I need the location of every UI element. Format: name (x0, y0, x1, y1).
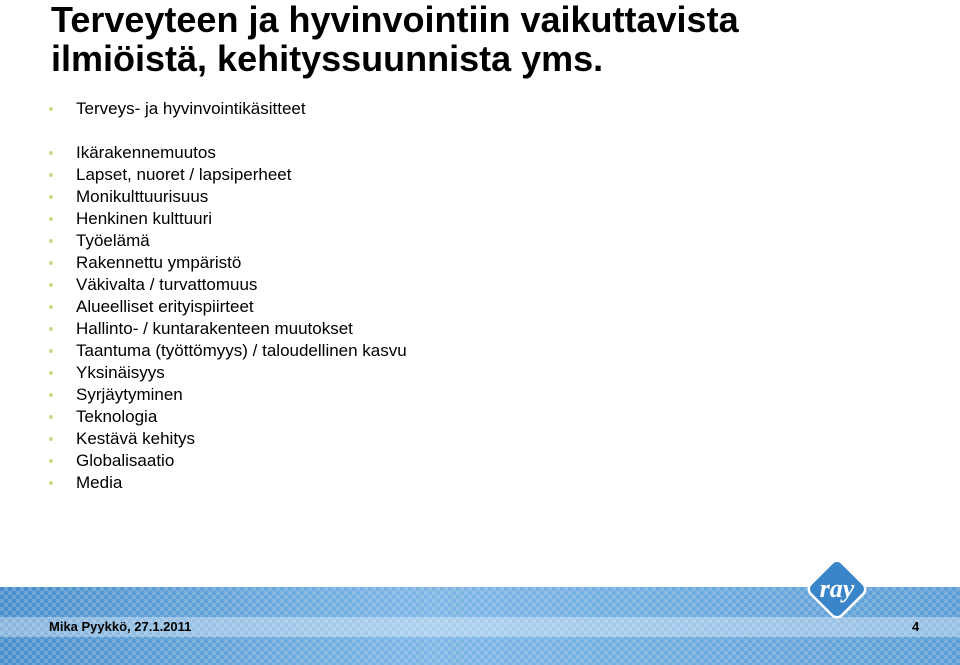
bullet-text: Globalisaatio (76, 451, 175, 470)
bullet-text: Alueelliset erityispiirteet (76, 297, 254, 316)
bullet-text: Väkivalta / turvattomuus (76, 275, 258, 294)
bullet-icon (49, 481, 53, 485)
bullet-item (46, 384, 407, 406)
bullet-item (46, 164, 407, 186)
bullet-icon (49, 393, 53, 397)
bullet-text: Henkinen kulttuuri (76, 209, 213, 228)
bullet-item (46, 98, 407, 120)
bullet-item (46, 208, 407, 230)
bullet-text: Lapset, nuoret / lapsiperheet (76, 165, 292, 184)
bullet-item (46, 406, 407, 428)
bullet-item (46, 472, 407, 494)
bullet-icon (49, 151, 53, 155)
bullet-text: Terveys- ja hyvinvointikäsitteet (76, 99, 306, 118)
slide-title-line-1: Terveyteen ja hyvinvointiin vaikuttavista (51, 0, 739, 40)
bullet-icon (49, 437, 53, 441)
bullet-icon (49, 371, 53, 375)
bullet-item (46, 230, 407, 252)
bullet-icon (49, 415, 53, 419)
ray-logo-icon (803, 555, 871, 623)
bullet-icon (49, 283, 53, 287)
bullet-text: Media (76, 473, 123, 492)
bullet-item (46, 318, 407, 340)
bullet-text: Ikärakennemuutos (76, 143, 216, 162)
bullet-text: Yksinäisyys (76, 363, 165, 382)
bullet-icon (49, 239, 53, 243)
bullet-item (46, 296, 407, 318)
slide-title (51, 0, 931, 78)
bullet-text: Kestävä kehitys (76, 429, 196, 448)
bullet-text: Työelämä (76, 231, 150, 250)
bullet-icon (49, 261, 53, 265)
bullet-icon (49, 173, 53, 177)
bullet-item (46, 142, 407, 164)
bullet-text: Taantuma (työttömyys) / taloudellinen kasvu (76, 341, 407, 360)
page-number: 4 (912, 619, 920, 634)
bullet-text: Hallinto- / kuntarakenteen muutokset (76, 319, 353, 338)
bullet-icon (49, 459, 53, 463)
footer-author-date: Mika Pyykkö, 27.1.2011 (49, 619, 192, 634)
bullet-item (46, 252, 407, 274)
bullet-icon (49, 217, 53, 221)
bullet-item (46, 274, 407, 296)
bullet-icon (49, 195, 53, 199)
bullet-item (46, 340, 407, 362)
bullet-text: Monikulttuurisuus (76, 187, 209, 206)
bullet-item (46, 450, 407, 472)
bullet-list (46, 98, 407, 494)
bullet-icon (49, 327, 53, 331)
logo-text: ray (819, 574, 855, 603)
bullet-text: Teknologia (76, 407, 158, 426)
bullet-item (46, 362, 407, 384)
slide-title-line-2: ilmiöistä, kehityssuunnista yms. (51, 38, 604, 79)
bullet-icon (49, 305, 53, 309)
bullet-icon (49, 349, 53, 353)
bullet-icon (49, 107, 53, 111)
bullet-text: Syrjäytyminen (76, 385, 183, 404)
bullet-text: Rakennettu ympäristö (76, 253, 242, 272)
bullet-item (46, 186, 407, 208)
bullet-item (46, 428, 407, 450)
